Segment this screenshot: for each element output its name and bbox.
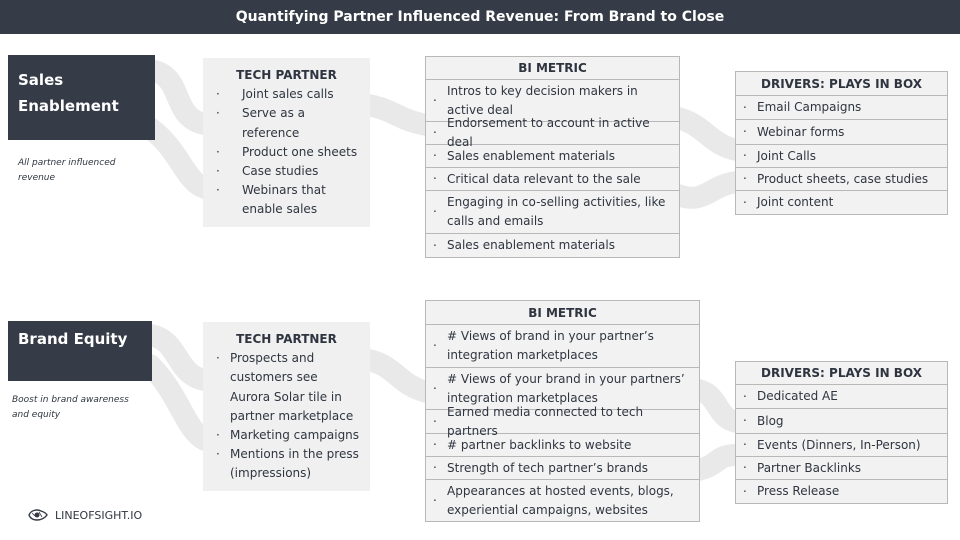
list-item: · Serve as a reference [213,104,360,142]
segment-sales-enablement [8,55,155,140]
list-item: · Webinars that enable sales [213,181,360,219]
flow-ribbon-sales-5 [150,128,205,188]
table-row: · Press Release [736,480,947,503]
segment-label: Brand Equity [18,330,128,348]
drivers-heading: DRIVERS: PLAYS IN BOX [736,72,947,96]
table-row: · Earned media connected to tech partners [426,410,699,434]
flow-ribbon-brand-4 [698,455,737,470]
flow-ribbon-sales-3 [678,118,737,150]
table-row: · Intros to key decision makers in active deal [426,80,679,122]
table-row: · Joint content [736,191,947,214]
brand-logo [27,507,142,523]
tech-partner-heading: TECH PARTNER [236,68,337,82]
table-row: · # Views of brand in your partner’s integration marketplaces [426,325,699,368]
drivers-table-brand [735,361,948,504]
table-row: · Strength of tech partner’s brands [426,457,699,480]
table-row: · Endorsement to account in active deal [426,122,679,145]
table-row: · Blog [736,409,947,434]
segment-note: All partner influenced revenue [18,158,116,183]
lineofsight-logo-icon [27,507,49,523]
tech-partner-heading: TECH PARTNER [236,332,337,346]
bi-metric-heading: BI METRIC [426,301,699,325]
table-row: · Sales enablement materials [426,145,679,168]
list-item: · Case studies [213,162,360,181]
table-row: · Joint Calls [736,145,947,168]
drivers-table-sales [735,71,948,215]
flow-ribbon-sales-2 [368,105,427,125]
bi-metric-table-brand [425,300,700,522]
table-row: · Product sheets, case studies [736,168,947,191]
table-row: · Partner Backlinks [736,457,947,480]
segment-label: Sales Enablement [18,71,119,115]
bi-metric-heading: BI METRIC [426,57,679,80]
logo-text: LINEOFSIGHT.IO [55,508,143,522]
table-row: · Appearances at hosted events, blogs, experiential campaigns, websites [426,480,699,521]
bi-metric-table-sales [425,56,680,258]
table-row: · # partner backlinks to website [426,434,699,457]
table-row: · Webinar forms [736,120,947,145]
list-item: · Joint sales calls [213,85,360,104]
flow-ribbon-brand-2 [368,360,427,392]
list-item: · Prospects and customers see Aurora Solar tile in partner marketplace [213,349,360,426]
flow-ribbon-brand-3 [698,390,737,422]
table-row: · Dedicated AE [736,385,947,409]
tech-partner-panel-sales [203,58,370,227]
drivers-heading: DRIVERS: PLAYS IN BOX [736,362,947,385]
flow-ribbon-sales-4 [678,182,737,198]
table-row: · Email Campaigns [736,96,947,120]
flow-ribbon-sales-1 [150,70,205,124]
tech-partner-panel-brand [203,322,370,491]
segment-note: Boost in brand awareness and equity [12,395,129,420]
list-item: · Mentions in the press (impressions) [213,445,360,483]
table-row: · Critical data relevant to the sale [426,168,679,191]
segment-brand-equity [8,321,152,381]
table-row: · Events (Dinners, In-Person) [736,434,947,457]
table-row: · # Views of your brand in your partners’ integration marketplaces [426,368,699,410]
table-row: · Engaging in co-selling activities, like calls and emails [426,191,679,234]
list-item: · Product one sheets [213,143,360,162]
page-title: Quantifying Partner Influenced Revenue: From Brand to Close [235,9,725,25]
table-row: · Sales enablement materials [426,234,679,257]
list-item: · Marketing campaigns [213,426,360,445]
